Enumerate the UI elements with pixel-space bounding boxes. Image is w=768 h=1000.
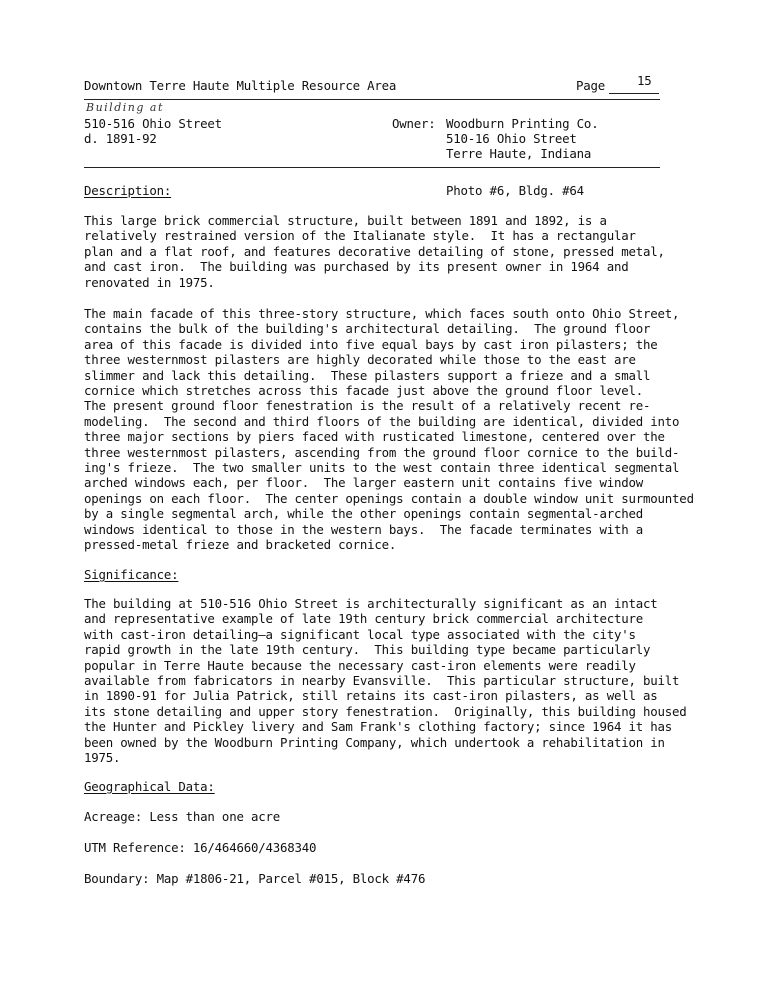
description-heading: Description: [84,183,172,198]
boundary-text: Boundary: Map #1806-21, Parcel #015, Block #476 [84,871,426,886]
geographical-heading: Geographical Data: [84,779,215,794]
photo-reference: Photo #6, Bldg. #64 [446,183,584,198]
document-title: Downtown Terre Haute Multiple Resource Area [84,78,397,93]
significance-heading: Significance: [84,567,179,582]
description-paragraph-2: The main facade of this three-story structure, which faces south onto Ohio Street, contains the bulk of the building's architectural detailing. The ground floor area of this facade is divided into five equal bays by cast iron pilasters; the three westernmost pilasters are highly decorated while those to the east are slimmer and lack this detailing. These pilasters support a frieze and a small cornice which stretches across this facade just above the ground floor level. The present ground floor fenestration is the result of a relatively recent re- modeling. The second and third floors of the building are identical, divided into three major sections by piers faced with rusticated limestone, centered over the three westernmost pilasters, ascending from the ground floor cornice to the build- ing's frieze. The two smaller units to the west contain three identical segmental arched windows each, per floor. The larger eastern unit contains five window openings on each floor. The center openings contain a double window unit surmounted by a single segmental arch, while the other openings contain segmental-arched windows identical to those in the western bays. The facade terminates with a pressed-metal frieze and bracketed cornice. [84,306,694,553]
page-label: Page [576,78,606,93]
section-rule [84,167,660,168]
acreage-text: Acreage: Less than one acre [84,809,281,824]
description-paragraph-1: This large brick commercial structure, built between 1891 and 1892, is a relatively restrained version of the Italianate style. It has a rectangular plan and a flat roof, and features decorative detailing of stone, pressed metal, and cast iron. The building was purchased by its present owner in 1964 and renovated in 1975. [84,213,665,290]
handwritten-note: Building at [86,101,164,114]
header-rule [84,99,660,100]
owner-name: Woodburn Printing Co. [446,116,599,131]
owner-address: 510-16 Ohio Street [446,131,577,146]
owner-label: Owner: [392,116,436,131]
page-number-underline [609,93,659,94]
utm-reference-text: UTM Reference: 16/464660/4368340 [84,840,317,855]
building-date: d. 1891-92 [84,131,157,146]
significance-paragraph: The building at 510-516 Ohio Street is architecturally significant as an intact and representative example of late 19th century brick commercial architecture with cast-iron detailing—a significant local type associated with the city's rapid growth in the late 19th century. This building type became particularly popular in Terre Haute because the necessary cast-iron elements were readily available from fabricators in nearby Evansville. This particular structure, built in 1890-91 for Julia Patrick, still retains its cast-iron pilasters, as well as its stone detailing and upper story fenestration. Originally, this building housed the Hunter and Pickley livery and Sam Frank's clothing factory; since 1964 it has been owned by the Woodburn Printing Company, which undertook a rehabilitation in 1975. [84,596,687,766]
page-number: 15 [637,73,652,88]
building-address: 510-516 Ohio Street [84,116,222,131]
owner-city: Terre Haute, Indiana [446,146,592,161]
